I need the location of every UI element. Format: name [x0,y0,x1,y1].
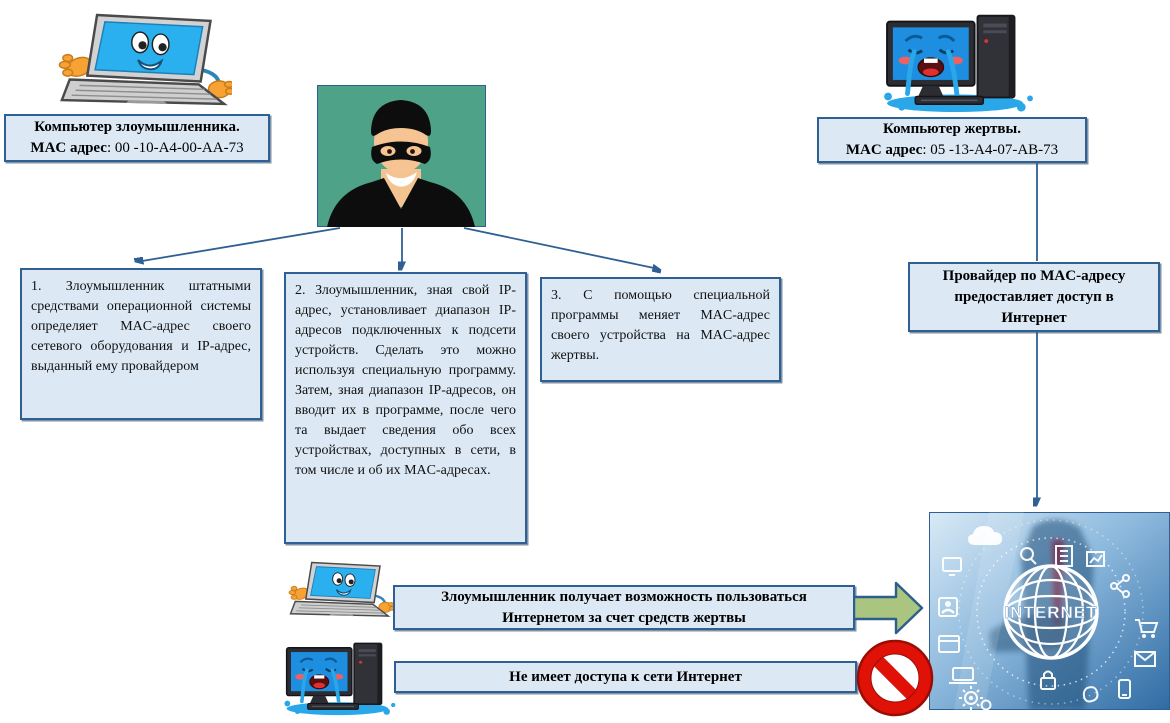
no-access-icon [856,639,934,717]
victim-mac-label: MAC адрес [845,142,923,158]
victim-computer-title: Компьютер жертвы. [883,121,1021,137]
arrow-to-step-1 [142,228,340,261]
attacker-computer-title: Компьютер злоумышленника. [34,119,240,135]
attacker-mac-label: MAC адрес [30,140,107,156]
attacker-mac-value: : 00 -10-A4-00-AA-73 [106,140,244,156]
green-arrow-icon [853,580,925,636]
crying-computer-icon-small [283,632,399,720]
step-3-text: 3. С помощью специальной программы меняет MAC-адрес своего устройства на MAC-адрес жертвы. [551,288,770,363]
arrow-to-step-3 [464,228,654,268]
victim-result-text: Не имеет доступа к сети Интернет [509,668,742,685]
happy-laptop-icon-small [287,550,393,628]
burglar-photo [317,85,486,227]
step-1-text: 1. Злоумышленник штатными средствами операционной системы определяет MAC-адрес своего сетевого оборудования и IP-адрес, выданный ему провайдером [31,279,251,374]
internet-label: INTERNET [1004,603,1098,622]
victim-mac-value: : 05 -13-A4-07-AB-73 [922,142,1059,158]
internet-photo [929,512,1170,710]
crying-computer-icon [882,6,1038,113]
attacker-result-text: Злоумышленник получает возможность пользоваться Интернетом за счет средств жертвы [441,588,807,626]
step-2-text: 2. Злоумышленник, зная свой IP-адрес, установливает диапазон IP-адресов подключенных к подсети устройств. Сделать это можно используя специальную программу. Затем, зная диапазон IP-адресов, он вводит их в программе, после чего та выдает сведения обо всех устройствах, доступных в сети, в том числе и об их MAC-адресах. [295,283,516,478]
provider-text: Провайдер по MAC-адресу предоставляет доступ в Интернет [942,267,1126,326]
happy-laptop-icon [56,5,232,113]
